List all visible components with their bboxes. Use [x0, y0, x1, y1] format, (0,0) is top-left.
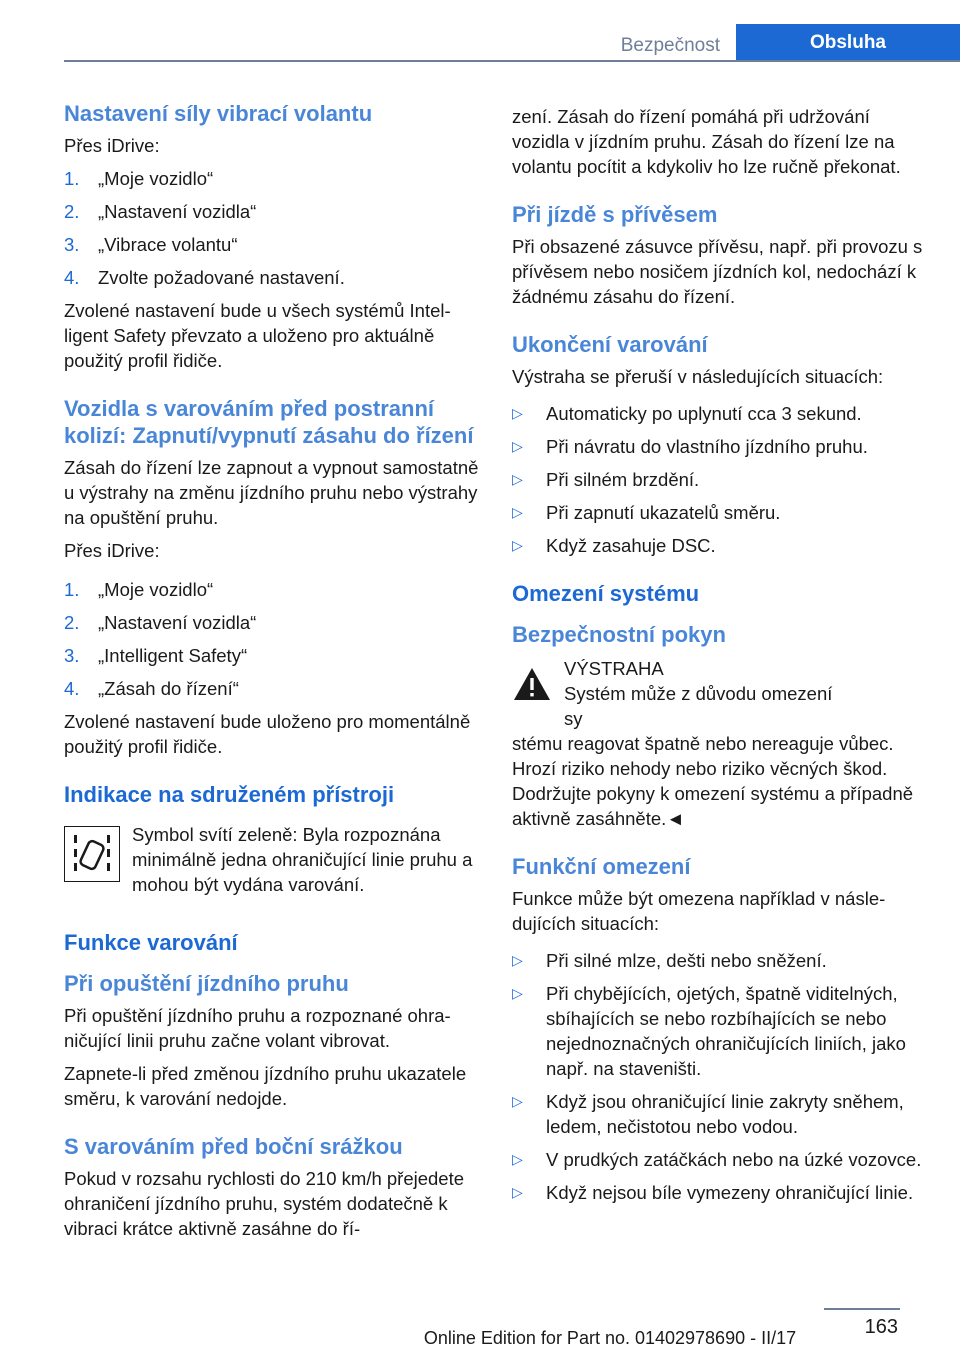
step-number: 4. [64, 678, 80, 699]
step-text: „Intelligent Safety“ [98, 645, 248, 666]
section-title: Omezení systému [512, 581, 700, 606]
list-item [64, 199, 480, 224]
step-number: 2. [64, 612, 80, 633]
paragraph: Přes iDrive: [64, 135, 160, 156]
item-text: Při zapnutí ukazatelů směru. [546, 502, 781, 523]
step-text: „Vibrace volantu“ [98, 234, 238, 255]
list-item [64, 643, 480, 668]
step-number: 2. [64, 201, 80, 222]
section-title: Nastavení síly vibrací volantu [64, 101, 373, 126]
list-item [512, 948, 928, 973]
page-header [64, 24, 960, 62]
edition-footer: Online Edition for Part no. 01402978690 - II/17 [423, 1328, 797, 1348]
section-title: Indikace na sdruženém přístroji [64, 782, 395, 807]
item-text: Při silné mlze, dešti nebo sněžení. [546, 950, 827, 971]
paragraph: Funkce může být omezena například v následujících situacích: [512, 888, 886, 934]
right-column [512, 104, 928, 1213]
section-title: Při opuštění jízdního pruhu [64, 971, 349, 996]
section-title: S varováním před boční srážkou [64, 1134, 403, 1159]
item-text: Když zasahuje DSC. [546, 535, 716, 556]
section-title: Funkce varování [64, 930, 238, 955]
triangle-bullet-icon: ▷ [512, 405, 523, 421]
list-item [64, 232, 480, 257]
section-title: Při jízdě s přívěsem [512, 202, 718, 227]
list-item [512, 981, 928, 1081]
item-text: Automaticky po uplynutí cca 3 sekund. [546, 403, 862, 424]
warning-triangle-icon [512, 666, 552, 702]
item-text: V prudkých zatáčkách nebo na úzké vozovce. [546, 1149, 922, 1170]
item-text: Když nejsou bíle vymezeny ohraničující linie. [546, 1182, 914, 1203]
warning-first-line: Systém může z důvodu omezení sy [564, 683, 833, 729]
steps-list [64, 577, 480, 701]
item-text: Při chybějících, ojetých, špatně viditelných, sbíhajících se nebo rozbíhajících se nebo nejednoznačných ohraničujících liniích, jako např. na staveništi. [546, 983, 906, 1079]
paragraph: Pokud v rozsahu rychlosti do 210 km/h přejedete ohraničení jízdního pruhu, systém dodatečně k vibraci krátce aktivně zasáhne do ří- [64, 1168, 465, 1239]
paragraph: Zvolené nastavení bude u všech systémů Intelligent Safety převzato a uloženo pro aktuálně použitý profil řidiče. [64, 300, 451, 371]
list-item [512, 434, 928, 459]
list-item [64, 166, 480, 191]
triangle-bullet-icon: ▷ [512, 985, 523, 1001]
paragraph: Při opuštění jízdního pruhu a rozpoznané ohraničující linii pruhu začne volant vibrovat. [64, 1005, 451, 1051]
steps-list [64, 166, 480, 290]
section-title: Funkční omezení [512, 854, 691, 879]
step-number: 3. [64, 645, 80, 666]
indicator-text: Symbol svítí zeleně: Byla rozpoznána minimálně jedna ohraničující linie pruhu a mohou být vydána varování. [132, 824, 473, 895]
triangle-bullet-icon: ▷ [512, 438, 523, 454]
paragraph: Zásah do řízení lze zapnout a vypnout samostatně u výstrahy na změnu jízdního pruhu nebo výstrahy na opuštění pruhu. [64, 457, 479, 528]
triangle-bullet-icon: ▷ [512, 952, 523, 968]
list-item [512, 1180, 928, 1205]
step-number: 3. [64, 234, 80, 255]
left-column [64, 100, 480, 1249]
section-title: Bezpečnostní pokyn [512, 622, 726, 647]
list-item [64, 577, 480, 602]
paragraph: Zapnete-li před změnou jízdního pruhu ukazatele směru, k varování nedojde. [64, 1063, 467, 1109]
tab-bezpecnost[interactable]: Bezpečnost [620, 35, 720, 56]
list-item [512, 533, 928, 558]
paragraph: zení. Zásah do řízení pomáhá při udržování vozidla v jízdním pruhu. Zásah do řízení lze na volantu pocítit a kdykoliv ho lze ručně překonat. [512, 106, 901, 177]
step-text: Zvolte požadované nastavení. [98, 267, 345, 288]
list-item [512, 1147, 928, 1172]
bullet-list [512, 401, 928, 558]
footer-rule [824, 1308, 900, 1310]
step-number: 1. [64, 168, 80, 189]
triangle-bullet-icon: ▷ [512, 1184, 523, 1200]
step-text: „Moje vozidlo“ [98, 579, 214, 600]
indicator-row [64, 822, 480, 897]
paragraph: Přes iDrive: [64, 540, 160, 561]
list-item [64, 265, 480, 290]
step-text: „Nastavení vozidla“ [98, 612, 257, 633]
warning-label: VÝSTRAHA [564, 658, 664, 679]
list-item [512, 467, 928, 492]
list-item [64, 610, 480, 635]
paragraph: Zvolené nastavení bude uloženo pro momentálně použitý profil řidiče. [64, 711, 471, 757]
section-title: Vozidla s varováním před postranní kolizí: Zapnutí/vypnutí zásahu do řízení [64, 396, 474, 448]
list-item [512, 401, 928, 426]
triangle-bullet-icon: ▷ [512, 1093, 523, 1109]
warning-block [512, 656, 928, 731]
step-text: „Zásah do řízení“ [98, 678, 239, 699]
item-text: Při návratu do vlastního jízdního pruhu. [546, 436, 868, 457]
lane-assist-icon [64, 826, 120, 882]
list-item [64, 676, 480, 701]
item-text: Při silném brzdění. [546, 469, 700, 490]
header-rule [64, 60, 960, 62]
triangle-bullet-icon: ▷ [512, 1151, 523, 1167]
triangle-bullet-icon: ▷ [512, 471, 523, 487]
paragraph: Při obsazené zásuvce přívěsu, např. při provozu s přívěsem nebo nosičem jízdních kol, nedochází k žádnému zásahu do řízení. [512, 236, 923, 307]
step-text: „Moje vozidlo“ [98, 168, 214, 189]
bullet-list [512, 948, 928, 1205]
page-number: 163 [864, 1316, 898, 1338]
paragraph: Výstraha se přeruší v následujících situacích: [512, 366, 884, 387]
step-number: 4. [64, 267, 80, 288]
triangle-bullet-icon: ▷ [512, 537, 523, 553]
section-title: Ukončení varování [512, 332, 708, 357]
step-number: 1. [64, 579, 80, 600]
tab-obsluha[interactable]: Obsluha [736, 24, 960, 62]
step-text: „Nastavení vozidla“ [98, 201, 257, 222]
triangle-bullet-icon: ▷ [512, 504, 523, 520]
list-item [512, 1089, 928, 1139]
warning-text: stému reagovat špatně nebo nereaguje vůbec. Hrozí riziko nehody nebo riziko věcných škod. Dodržujte pokyny k omezení systému a případně aktivně zasáhněte.◄ [512, 733, 914, 829]
item-text: Když jsou ohraničující linie zakryty sněhem, ledem, nečistotou nebo vodou. [546, 1091, 904, 1137]
list-item [512, 500, 928, 525]
